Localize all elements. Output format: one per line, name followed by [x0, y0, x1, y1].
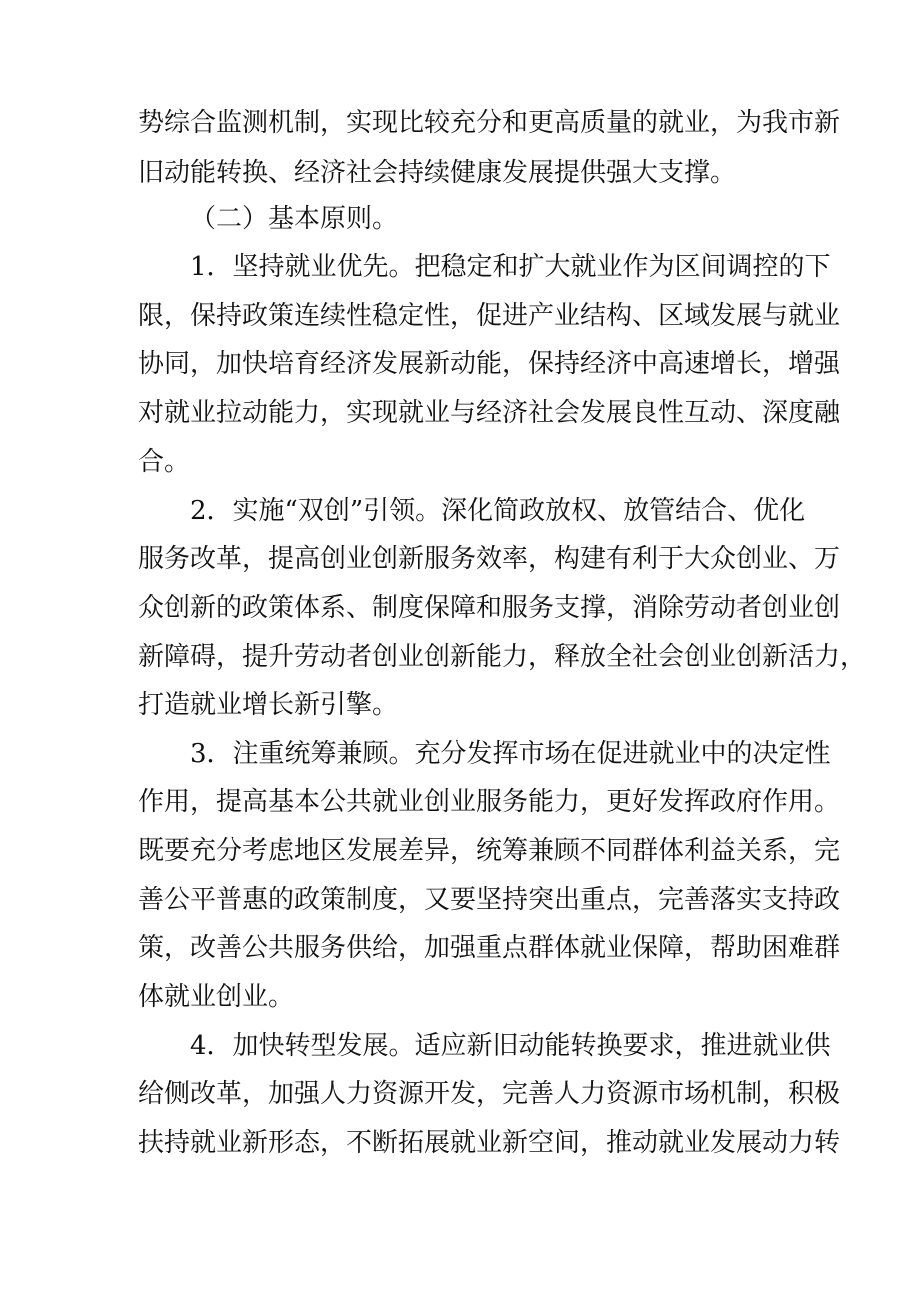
- text-line: 善公平普惠的政策制度，又要坚持突出重点，完善落实支持政: [138, 885, 841, 915]
- text-line: 协同，加快培育经济发展新动能，保持经济中高速增长，增强: [138, 349, 841, 379]
- text-line: 3．注重统筹兼顾。充分发挥市场在促进就业中的决定性: [190, 739, 831, 769]
- text-line: 势综合监测机制，实现比较充分和更高质量的就业，为我市新: [138, 108, 841, 138]
- text-line: 旧动能转换、经济社会持续健康发展提供强大支撑。: [138, 158, 737, 188]
- text-line: 众创新的政策体系、制度保障和服务支撑，消除劳动者创业创: [138, 593, 841, 623]
- text-line: 给侧改革，加强人力资源开发，完善人力资源市场机制，积极: [138, 1079, 841, 1109]
- text-line: 服务改革，提高创业创新服务效率，构建有利于大众创业、万: [138, 544, 841, 574]
- text-line: 既要充分考虑地区发展差异，统筹兼顾不同群体利益关系，完: [138, 836, 841, 866]
- text-line: 打造就业增长新引擎。: [138, 690, 399, 720]
- text-line: 作用，提高基本公共就业创业服务能力，更好发挥政府作用。: [138, 787, 841, 817]
- text-line: 对就业拉动能力，实现就业与经济社会发展良性互动、深度融: [138, 398, 841, 428]
- text-line: 策，改善公共服务供给，加强重点群体就业保障，帮助困难群: [138, 933, 841, 963]
- text-line: 1．坚持就业优先。把稳定和扩大就业作为区间调控的下: [190, 252, 831, 282]
- text-line: 新障碍，提升劳动者创业创新能力，释放全社会创业创新活力，: [138, 642, 867, 672]
- text-line: 4．加快转型发展。适应新旧动能转换要求，推进就业供: [190, 1031, 831, 1061]
- text-line: 体就业创业。: [138, 982, 295, 1012]
- text-line: 限，保持政策连续性稳定性，促进产业结构、区域发展与就业: [138, 301, 841, 331]
- text-line: 扶持就业新形态，不断拓展就业新空间，推动就业发展动力转: [138, 1128, 841, 1158]
- section-heading: （二）基本原则。: [190, 204, 399, 234]
- text-line: 合。: [138, 447, 191, 477]
- text-line: 2．实施“双创”引领。深化简政放权、放管结合、优化: [190, 496, 806, 526]
